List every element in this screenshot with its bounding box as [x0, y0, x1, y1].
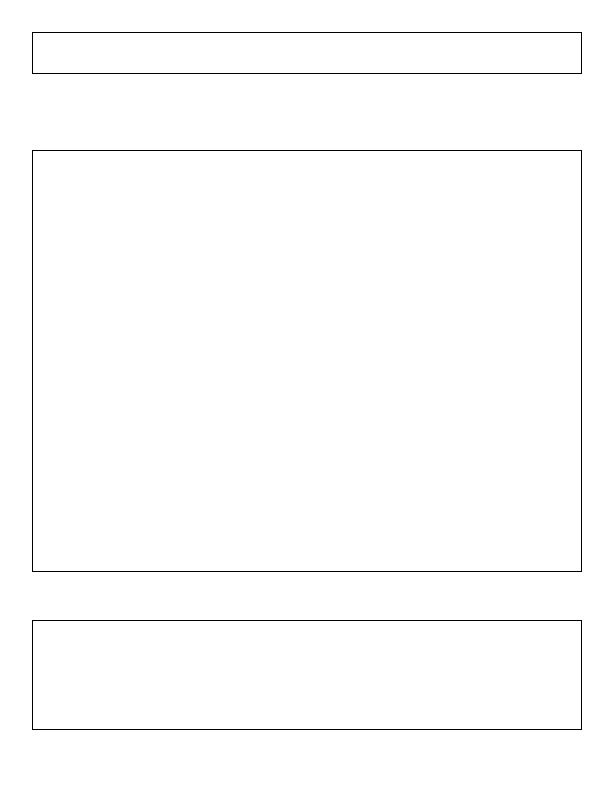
footer-section	[32, 620, 582, 730]
main-section-note	[33, 151, 581, 159]
footer-section-note	[33, 621, 581, 629]
main-section	[32, 150, 582, 572]
document-header	[32, 32, 582, 74]
